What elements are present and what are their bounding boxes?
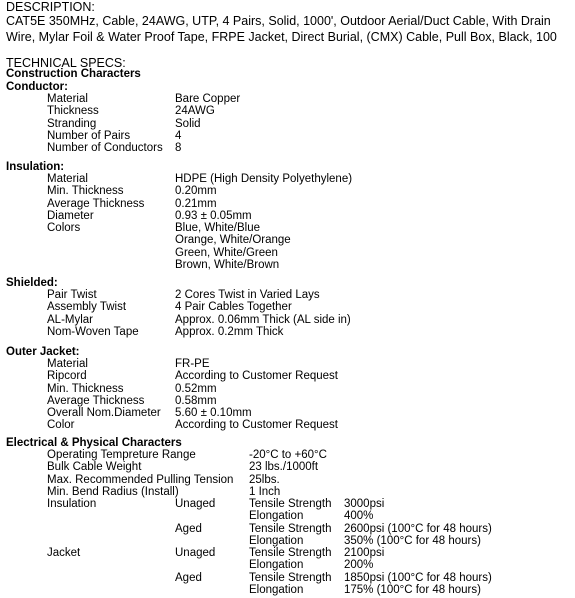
- spec-label: Min. Bend Radius (Install): [47, 485, 179, 498]
- spec-label: Number of Conductors: [47, 142, 163, 154]
- description-line: Wire, Mylar Foil & Water Proof Tape, FRPE Jacket, Direct Burial, (CMX) Cable, Pull Box, Black, 100: [6, 30, 557, 44]
- outer-jacket-section-title: Outer Jacket:: [6, 346, 80, 358]
- spec-row: [0, 222, 575, 234]
- spec-row: [0, 358, 575, 370]
- aging-condition: Unaged: [175, 547, 216, 559]
- property-name: Tensile Strength: [249, 522, 332, 535]
- spec-value: 23 lbs./1000ft: [249, 461, 319, 474]
- spec-label: Diameter: [47, 209, 94, 222]
- aging-condition: Unaged: [175, 498, 216, 510]
- spec-row: [0, 198, 575, 210]
- material-name: Insulation: [47, 498, 97, 510]
- material-row: [0, 498, 575, 510]
- electrical-physical-title: Electrical & Physical Characters: [6, 437, 182, 449]
- spec-value: 5.60 ± 0.10mm: [175, 407, 252, 419]
- spec-row: [0, 142, 575, 154]
- spec-value: Brown, White/Brown: [175, 258, 280, 271]
- spec-label: Average Thickness: [47, 197, 145, 210]
- spec-label: Ripcord: [47, 370, 87, 383]
- spec-value: 0.52mm: [175, 382, 217, 395]
- spec-label: Material: [47, 173, 88, 185]
- spec-row: [0, 370, 575, 382]
- spec-row: [0, 259, 575, 271]
- property-name: Tensile Strength: [249, 498, 332, 510]
- spec-value: 4: [175, 129, 182, 142]
- material-row: [0, 510, 575, 522]
- spec-value: Blue, White/Blue: [175, 222, 261, 234]
- spec-row: [0, 105, 575, 117]
- conductor-section-title: Conductor:: [6, 81, 68, 93]
- spec-label: Operating Tempreture Range: [47, 449, 196, 461]
- spec-row: [0, 93, 575, 105]
- spec-value: HDPE (High Density Polyethylene): [175, 173, 353, 185]
- spec-value: 0.21mm: [175, 197, 217, 210]
- spec-value: Orange, White/Orange: [175, 234, 291, 247]
- spec-label: Material: [47, 358, 88, 370]
- material-row: [0, 547, 575, 559]
- spec-label: Colors: [47, 222, 81, 234]
- spec-row: [0, 314, 575, 326]
- spec-label: Min. Thickness: [47, 382, 124, 395]
- property-name: Elongation: [249, 510, 304, 523]
- property-value: 2600psi (100°C for 48 hours): [344, 522, 492, 535]
- property-name: Tensile Strength: [249, 547, 332, 559]
- technical-specs-heading: TECHNICAL SPECS:: [6, 56, 126, 70]
- spec-value: 8: [175, 142, 182, 154]
- spec-label: Stranding: [47, 117, 97, 130]
- insulation-section-title: Insulation:: [6, 161, 65, 173]
- spec-row: [0, 289, 575, 301]
- spec-label: Bulk Cable Weight: [47, 461, 142, 474]
- spec-row: [0, 383, 575, 395]
- material-row: [0, 584, 575, 596]
- spec-value: Green, White/Green: [175, 246, 278, 259]
- spec-row: [0, 419, 575, 431]
- spec-value: 0.58mm: [175, 394, 217, 407]
- spec-row: [0, 486, 575, 498]
- spec-value: Approx. 0.06mm Thick (AL side in): [175, 313, 351, 326]
- material-row: [0, 535, 575, 547]
- spec-value: 24AWG: [175, 105, 215, 118]
- spec-label: Nom-Woven Tape: [47, 325, 139, 338]
- spec-row: [0, 173, 575, 185]
- material-name: Jacket: [47, 547, 81, 559]
- spec-value: According to Customer Request: [175, 370, 338, 383]
- spec-label: Number of Pairs: [47, 129, 131, 142]
- property-value: 400%: [344, 510, 374, 523]
- spec-row: [0, 234, 575, 246]
- property-value: 200%: [344, 559, 374, 572]
- spec-label: Material: [47, 93, 88, 105]
- property-value: 175% (100°C for 48 hours): [344, 583, 481, 596]
- spec-label: Thickness: [47, 105, 99, 118]
- spec-value: Approx. 0.2mm Thick: [175, 325, 284, 338]
- property-value: 1850psi (100°C for 48 hours): [344, 571, 492, 584]
- spec-label: Overall Nom.Diameter: [47, 407, 161, 419]
- property-value: 2100psi: [344, 547, 385, 559]
- aging-condition: Aged: [175, 571, 202, 584]
- aging-condition: Aged: [175, 522, 202, 535]
- spec-label: Max. Recommended Pulling Tension: [47, 473, 234, 486]
- spec-row: [0, 130, 575, 142]
- description-heading: DESCRIPTION:: [6, 0, 95, 14]
- property-name: Elongation: [249, 559, 304, 572]
- spec-row: [0, 301, 575, 313]
- spec-row: [0, 395, 575, 407]
- spec-value: According to Customer Request: [175, 419, 338, 432]
- spec-value: 2 Cores Twist in Varied Lays: [175, 289, 320, 301]
- construction-characters-title: Construction Characters: [6, 68, 141, 80]
- spec-value: 1 Inch: [249, 485, 281, 498]
- spec-value: 0.20mm: [175, 185, 217, 198]
- spec-row: [0, 461, 575, 473]
- material-row: [0, 572, 575, 584]
- spec-row: [0, 326, 575, 338]
- spec-label: Pair Twist: [47, 289, 97, 301]
- spec-value: Bare Copper: [175, 93, 241, 105]
- material-row: [0, 523, 575, 535]
- property-value: 3000psi: [344, 498, 385, 510]
- material-row: [0, 559, 575, 571]
- spec-value: 25lbs.: [249, 473, 280, 486]
- spec-label: Min. Thickness: [47, 185, 124, 198]
- spec-row: [0, 185, 575, 197]
- spec-row: [0, 118, 575, 130]
- property-name: Tensile Strength: [249, 571, 332, 584]
- property-name: Elongation: [249, 583, 304, 596]
- spec-row: [0, 474, 575, 486]
- spec-label: AL-Mylar: [47, 313, 94, 326]
- spec-value: -20°C to +60°C: [249, 449, 327, 461]
- spec-value: FR-PE: [175, 358, 210, 370]
- spec-row: [0, 210, 575, 222]
- property-value: 350% (100°C for 48 hours): [344, 534, 481, 547]
- spec-value: 0.93 ± 0.05mm: [175, 209, 252, 222]
- shielded-section-title: Shielded:: [6, 277, 58, 289]
- spec-row: [0, 407, 575, 419]
- spec-value: Solid: [175, 117, 201, 130]
- spec-label: Color: [47, 419, 75, 432]
- spec-label: Assembly Twist: [47, 301, 127, 314]
- spec-value: 4 Pair Cables Together: [175, 301, 292, 314]
- spec-row: [0, 449, 575, 461]
- spec-row: [0, 247, 575, 259]
- description-line: CAT5E 350MHz, Cable, 24AWG, UTP, 4 Pairs, Solid, 1000', Outdoor Aerial/Duct Cable, With Drain: [6, 14, 551, 28]
- spec-label: Average Thickness: [47, 394, 145, 407]
- property-name: Elongation: [249, 534, 304, 547]
